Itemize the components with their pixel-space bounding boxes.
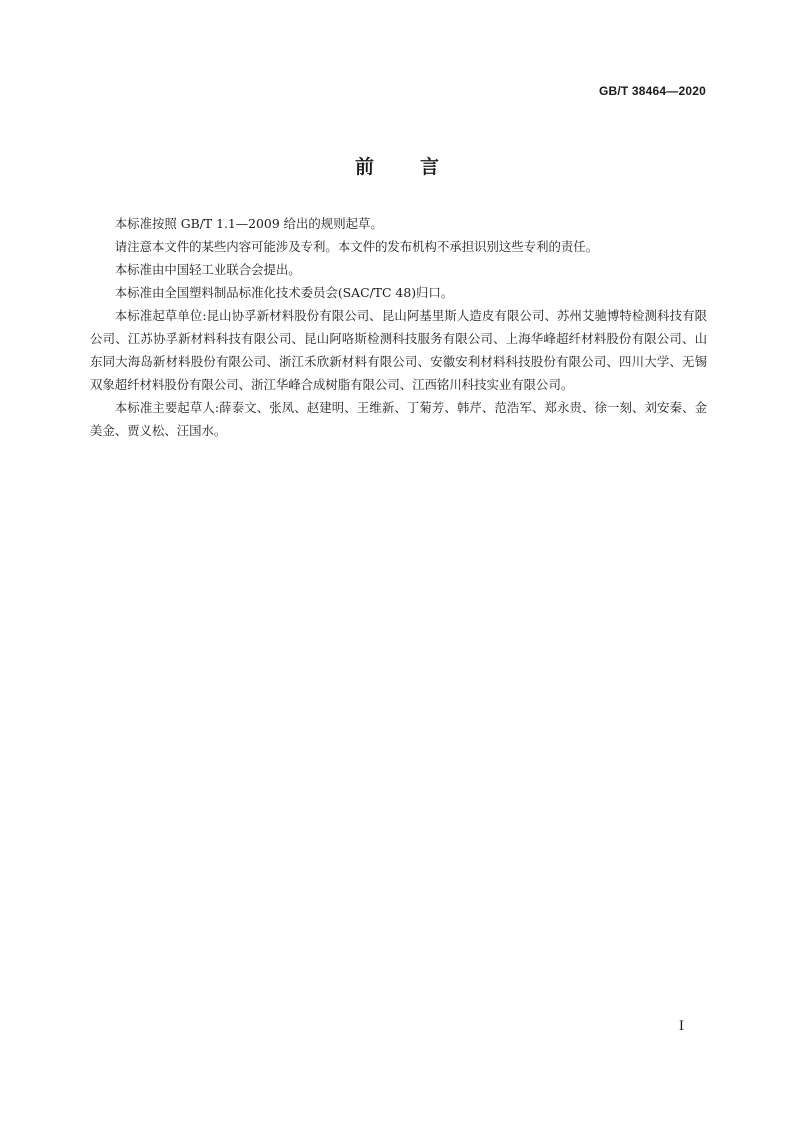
paragraph-drafters: 本标准主要起草人:薛泰文、张凤、赵建明、王维新、丁菊芳、韩芹、范浩军、郑永贵、徐一刻、刘安秦、金美金、贾义松、汪国水。 [90, 400, 707, 438]
paragraph-drafting-units: 本标准起草单位:昆山协孚新材料股份有限公司、昆山阿基里斯人造皮有限公司、苏州艾驰博特检测科技有限公司、江苏协孚新材料科技有限公司、昆山阿咯斯检测科技服务有限公司、上海华峰超纤材料股份有限公司、山东同大海岛新材料股份有限公司、浙江禾欣新材料有限公司、安徽安利材料科技股份有限公司、四川大学、无锡双象超纤材料股份有限公司、浙江华峰合成树脂有限公司、江西铭川科技实业有限公司。 [90, 308, 707, 392]
page-title: 前言 [354, 156, 485, 178]
paragraph-patent-notice: 请注意本文件的某些内容可能涉及专利。本文件的发布机构不承担识别这些专利的责任。 [114, 239, 599, 254]
foreword-body [90, 212, 707, 442]
paragraph-drafting-rules: 本标准按照 GB/T 1.1—2009 给出的规则起草。 [114, 216, 383, 231]
paragraph-proposer: 本标准由中国轻工业联合会提出。 [114, 262, 301, 277]
standard-code: GB/T 38464—2020 [598, 84, 706, 98]
paragraph-committee: 本标准由全国塑料制品标准化技术委员会(SAC/TC 48)归口。 [114, 285, 454, 300]
page-number: I [678, 1019, 684, 1034]
